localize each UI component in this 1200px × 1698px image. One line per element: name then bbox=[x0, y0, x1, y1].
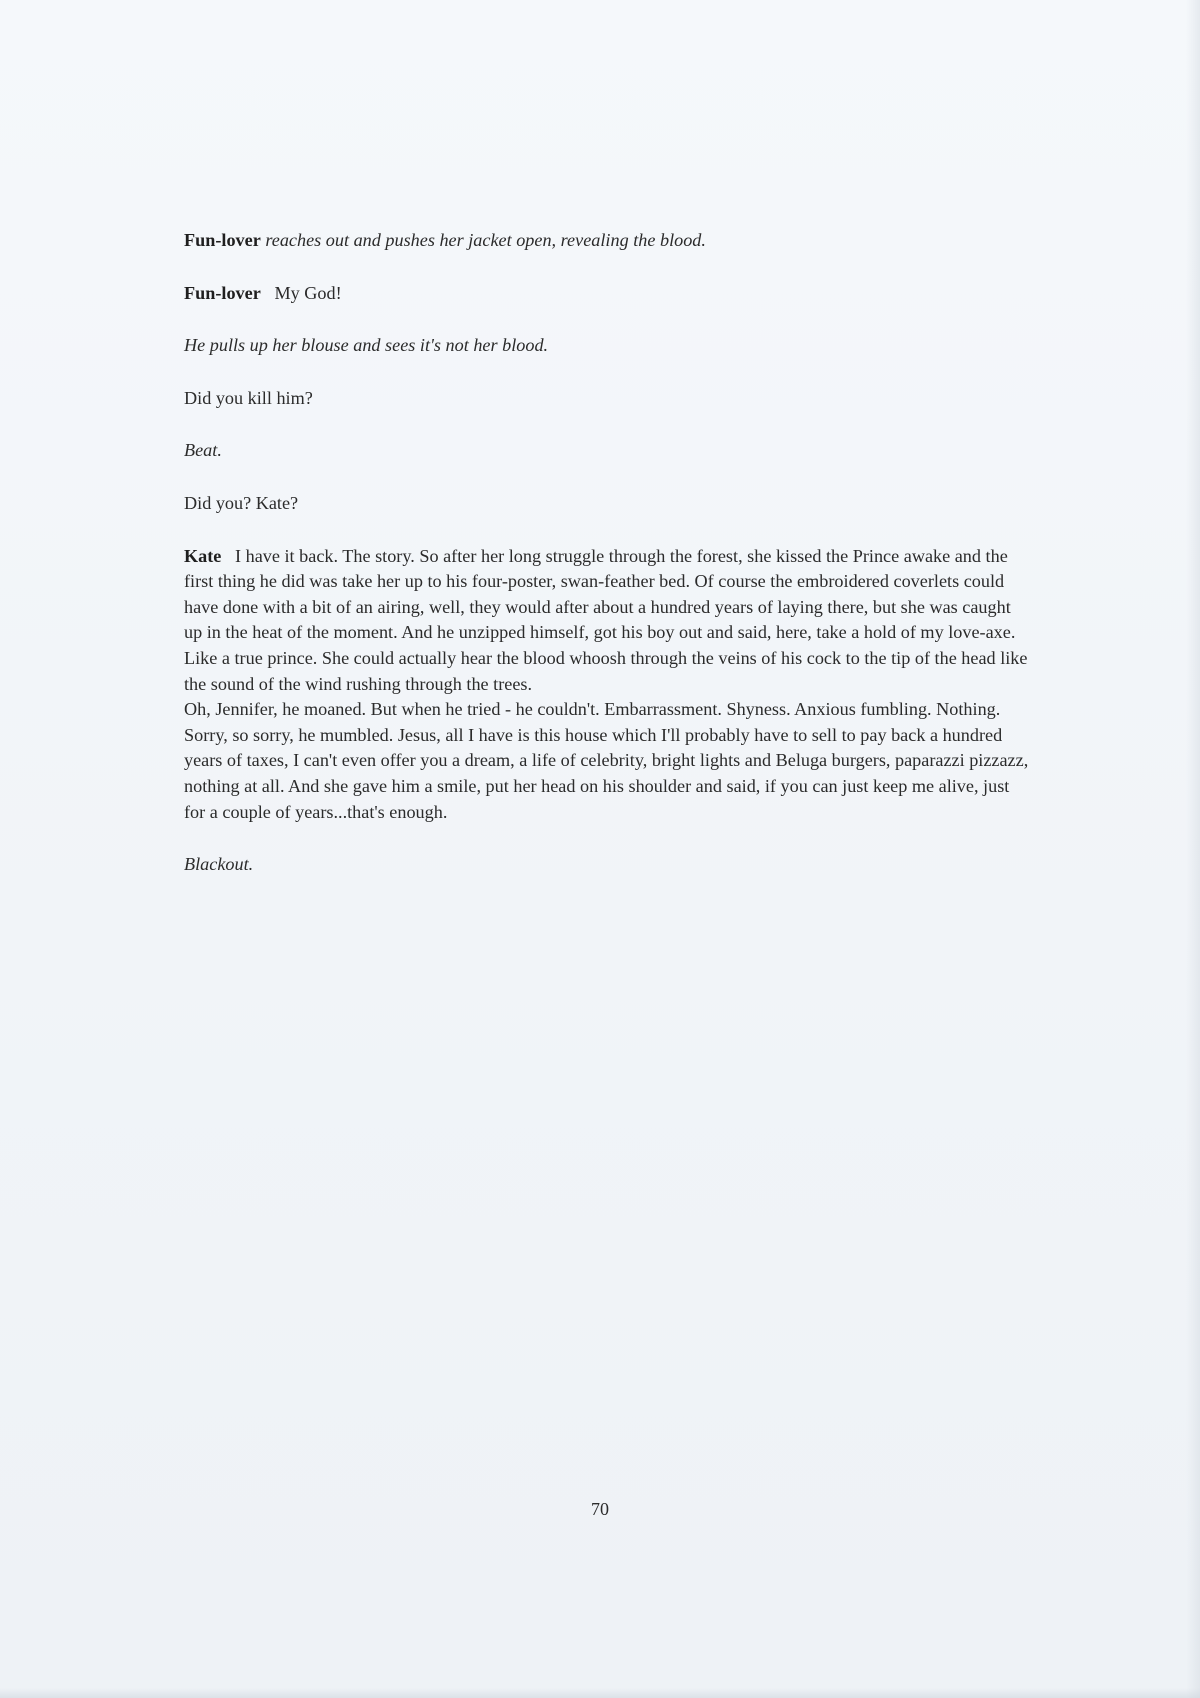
dialogue-text-line: Did you kill him? bbox=[184, 387, 313, 408]
dialogue-line-fun-lover-stage bbox=[184, 228, 1032, 254]
page-number: 70 bbox=[591, 1499, 609, 1519]
dialogue-block-kate bbox=[184, 544, 1032, 826]
speaker-name: Kate bbox=[184, 545, 222, 566]
kate-paragraph-2: Oh, Jennifer, he moaned. But when he tried - he couldn't. Embarrassment. Shyness. Anxious fumbling. Nothing. Sorry, so sorry, he mumbled. Jesus, all I have is this house which I'll probably have to sell to pay back a hundred years of taxes, I can't even offer you a dream, a life of celebrity, bright lights and Beluga burgers, paparazzi pizzazz, nothing at all. And she gave him a smile, put her head on his shoulder and said, if you can just keep me alive, just for a couple of years...that's enough. bbox=[184, 699, 1029, 822]
script-body bbox=[184, 228, 1032, 905]
speaker-separator bbox=[221, 546, 235, 566]
kate-paragraph-1 bbox=[184, 544, 1032, 698]
stage-direction-line: He pulls up her blouse and sees it's not her blood. bbox=[184, 335, 549, 356]
dialogue-text-line: Did you? Kate? bbox=[184, 492, 299, 513]
stage-direction: reaches out and pushes her jacket open, revealing the blood. bbox=[265, 230, 706, 250]
dialogue-line-fun-lover bbox=[184, 281, 1032, 307]
stage-direction-line: Beat. bbox=[184, 440, 222, 461]
closing-stage-direction: Blackout. bbox=[184, 854, 254, 875]
page-bottom-shadow bbox=[0, 1688, 1200, 1698]
dialogue-text: I have it back. The story. So after her long struggle through the forest, she kissed the Prince awake and the first thing he did was take her up to his four-poster, swan-feather bed. Of course the embroidered coverlets could have done with a bit of an airing, well, they would after about a hundred years of laying there, but she was caught up in the heat of the moment. And he unzipped himself, got his boy out and said, here, take a hold of my love-axe. Like a true prince. She could actually hear the blood whoosh through the veins of his cock to the tip of the head like the sound of the wind rushing through the trees. bbox=[184, 545, 1028, 694]
speaker-name: Fun-lover bbox=[184, 282, 261, 303]
dialogue-text: My God! bbox=[274, 282, 342, 303]
page-edge-shadow bbox=[1186, 0, 1200, 1698]
speaker-separator bbox=[261, 283, 275, 303]
speaker-name: Fun-lover bbox=[184, 230, 261, 250]
